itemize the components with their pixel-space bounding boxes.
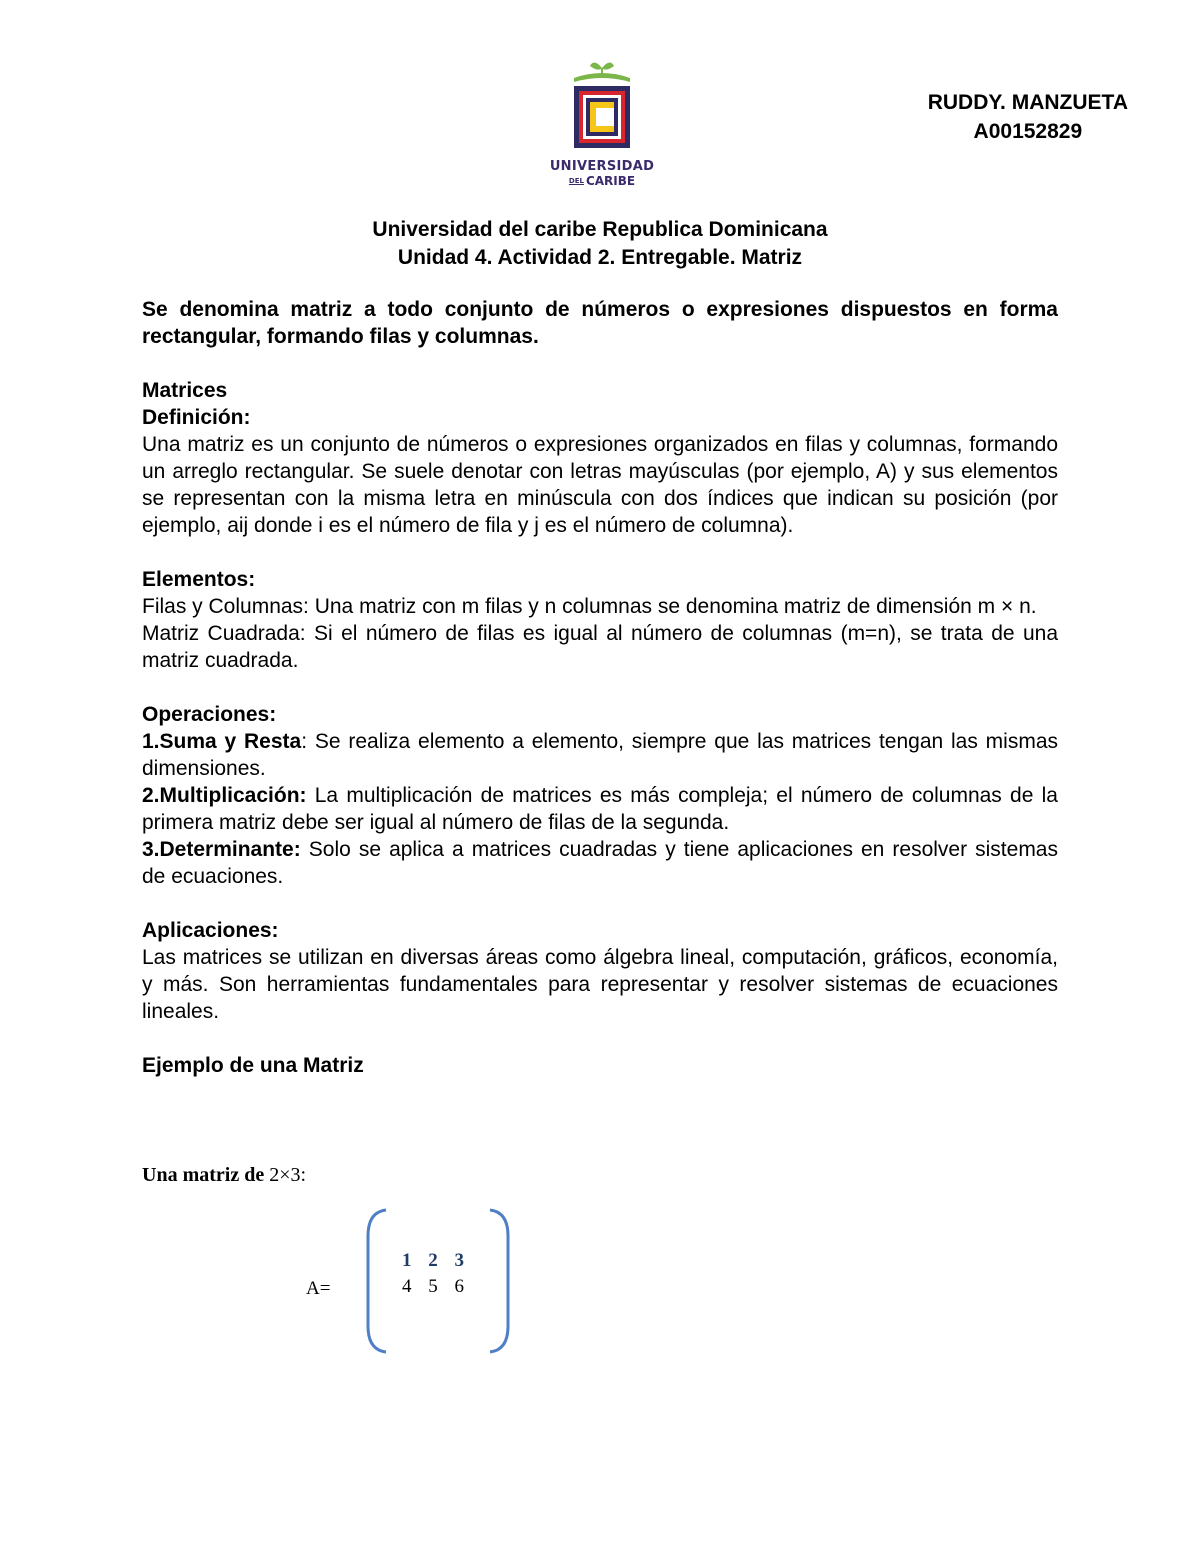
intro-paragraph: Se denomina matriz a todo conjunto de números o expresiones dispuestos en forma rectangular, formando filas y columnas. (142, 298, 1058, 348)
elementos-heading: Elementos: (142, 568, 256, 591)
definition-text: Una matriz es un conjunto de números o expresiones organizados en filas y columnas, formando un arreglo rectangular. Se suele denotar con letras mayúsculas (por ejemplo, A) y sus elementos se representan con la misma letra en minúscula con dos índices que indican su posición (por ejemplo, aij donde i es el número de fila y j es el número de columna). (142, 433, 1058, 537)
matrix-name: A= (306, 1278, 331, 1299)
operacion-2-label: 2.Multiplicación: (142, 784, 307, 807)
logo-text-caribe: CARIBE (585, 174, 636, 188)
logo-wordmark (540, 160, 664, 188)
matrix-example-label (142, 1164, 306, 1187)
logo-text-line1: UNIVERSIDAD (549, 159, 655, 174)
title-line2: Unidad 4. Actividad 2. Entregable. Matriz (397, 246, 803, 269)
matrix-row-1: 1 2 3 (402, 1250, 470, 1271)
operacion-3 (142, 836, 1058, 890)
operacion-3-text: Solo se aplica a matrices cuadradas y tiene aplicaciones en resolver sistemas de ecuaciones. (142, 838, 1058, 888)
operacion-1 (142, 728, 1058, 782)
matrices-heading: Matrices (142, 379, 228, 402)
elementos-item-1: Filas y Columnas: Una matriz con m filas y n columnas se denomina matriz de dimensión m × n. (142, 595, 1037, 618)
operacion-2-text: La multiplicación de matrices es más compleja; el número de columnas de la primera matriz debe ser igual al número de filas de la segunda. (142, 784, 1058, 834)
operacion-1-text: : Se realiza elemento a elemento, siempre que las matrices tengan las mismas dimensiones. (142, 730, 1059, 780)
operacion-2 (142, 782, 1058, 836)
elementos-item-2: Matriz Cuadrada: Si el número de filas es igual al número de columnas (m=n), se trata de una matriz cuadrada. (142, 622, 1058, 672)
logo-text-del: DEL (568, 177, 584, 185)
operaciones-heading: Operaciones: (142, 703, 277, 726)
aplicaciones-text: Las matrices se utilizan en diversas áreas como álgebra lineal, computación, gráficos, economía, y más. Son herramientas fundamentales para representar y resolver sistemas de ecuaciones lineales. (142, 946, 1058, 1023)
author-id: A00152829 (973, 120, 1083, 143)
author-name: RUDDY. MANZUETA (927, 91, 1128, 114)
operacion-3-label: 3.Determinante: (142, 838, 301, 861)
document-body (142, 296, 1058, 1079)
aplicaciones-heading: Aplicaciones: (142, 919, 279, 942)
logo-text-line2 (540, 174, 664, 188)
operacion-1-label: 1.Suma y Resta (142, 730, 302, 753)
definition-label: Definición: (142, 406, 251, 429)
title-line1: Universidad del caribe Republica Dominicana (372, 218, 828, 241)
matrix-example-dimension: 2×3: (269, 1164, 307, 1186)
matrix-row-2: 4 5 6 (402, 1276, 470, 1297)
matrix-example-label-text: Una matriz de (142, 1164, 270, 1186)
ejemplo-heading: Ejemplo de una Matriz (142, 1054, 364, 1077)
document-titles (0, 216, 1200, 272)
author-block (928, 88, 1128, 146)
